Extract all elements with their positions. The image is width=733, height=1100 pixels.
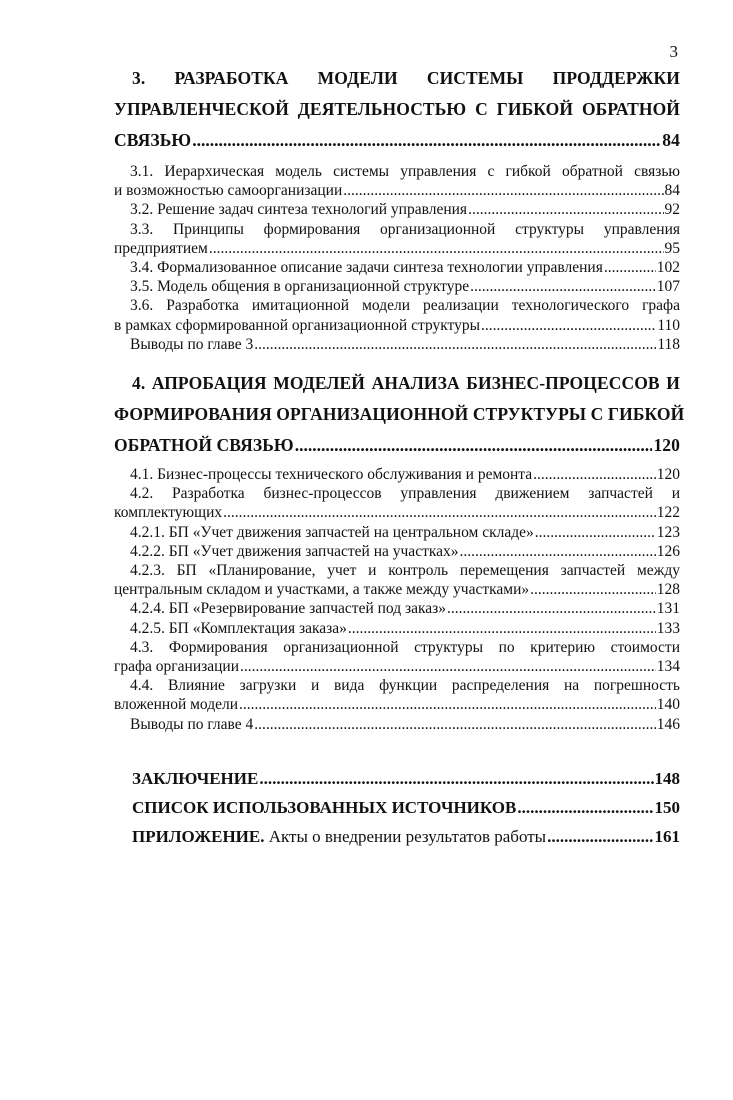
- toc-entry-page: 110: [657, 316, 680, 334]
- toc-entry-4-2-3[interactable]: [114, 561, 680, 599]
- references-page: 150: [654, 797, 680, 817]
- toc-entry-text: 4.2.2. БП «Учет движения запчастей на участках»: [130, 542, 459, 560]
- toc-entry-text: 3.4. Формализованное описание задачи синтеза технологии управления: [130, 259, 603, 277]
- toc-entry-4-2[interactable]: [114, 484, 680, 522]
- toc-entry-text: предприятием: [114, 239, 208, 257]
- toc-entry-4-2-4[interactable]: [114, 599, 680, 618]
- toc-entry-text: 3.2. Решение задач синтеза технологий управления: [130, 201, 468, 219]
- dot-leader: [604, 258, 656, 277]
- chapter-4-heading[interactable]: [114, 368, 685, 461]
- dot-leader: [547, 822, 653, 851]
- chapter-3-title-line-2: УПРАВЛЕНЧЕСКОЙ ДЕЯТЕЛЬНОСТЬЮ С ГИБКОЙ ОБРАТНОЙ: [114, 99, 680, 119]
- dot-leader: [223, 503, 656, 522]
- toc-entry-page: 146: [656, 715, 680, 733]
- toc-entry-text: 4.2.1. БП «Учет движения запчастей на центральном складе»: [130, 523, 534, 541]
- toc-entry-page: 131: [656, 600, 680, 618]
- references-label: СПИСОК ИСПОЛЬЗОВАННЫХ ИСТОЧНИКОВ: [132, 797, 517, 817]
- toc-entry-text: 4.1. Бизнес-процессы технического обслуживания и ремонта: [130, 466, 533, 484]
- toc-references[interactable]: [132, 793, 680, 822]
- toc-entry-text: 3.6. Разработка имитационной модели реализации технологического графа: [130, 297, 680, 315]
- toc-entry-text: 4.2.5. БП «Комплектация заказа»: [130, 619, 347, 637]
- toc-entry-page: 122: [656, 504, 680, 522]
- dot-leader: [530, 580, 656, 599]
- toc-entry-text: в рамках сформированной организационной структуры: [114, 316, 481, 334]
- appendix-page: 161: [654, 826, 680, 846]
- toc-entry-4-2-1[interactable]: [114, 523, 680, 542]
- toc-entry-text: графа организации: [114, 658, 239, 676]
- conclusion-page: 148: [654, 768, 680, 788]
- chapter-3-heading[interactable]: [114, 63, 680, 156]
- toc-entry-page: 84: [664, 182, 680, 200]
- toc-entry-3-3[interactable]: [114, 220, 680, 258]
- toc-entry-page: 140: [656, 696, 680, 714]
- dot-leader: [239, 695, 656, 714]
- toc-entry-text: вложенной модели: [114, 696, 239, 714]
- toc-entry-text: 4.4. Влияние загрузки и вида функции распределения на погрешность: [130, 677, 680, 695]
- toc-entry-page: 118: [657, 335, 680, 353]
- dot-leader: [192, 125, 661, 156]
- appendix-label: ПРИЛОЖЕНИЕ.: [132, 826, 265, 846]
- chapter-4-title-line-1: 4. АПРОБАЦИЯ МОДЕЛЕЙ АНАЛИЗА БИЗНЕС-ПРОЦЕССОВ И: [132, 373, 680, 394]
- toc-entry-page: 123: [656, 523, 680, 541]
- toc-entry-3-5[interactable]: [114, 277, 680, 296]
- dot-leader: [254, 715, 655, 734]
- toc-conclusion[interactable]: [132, 764, 680, 793]
- dot-leader: [460, 542, 656, 561]
- toc-entry-page: 107: [656, 278, 680, 296]
- toc-entry-text: Выводы по главе 4: [130, 715, 254, 733]
- chapter-4-page: 120: [653, 435, 680, 456]
- toc-entry-text: 3.5. Модель общения в организационной структуре: [130, 278, 470, 296]
- dot-leader: [254, 335, 656, 354]
- dot-leader: [533, 465, 656, 484]
- toc-entry-page: 134: [656, 658, 680, 676]
- toc-entry-page: 120: [656, 466, 680, 484]
- toc-entry-text: 4.2.3. БП «Планирование, учет и контроль перемещения запчастей между: [130, 562, 680, 580]
- toc-entry-page: 128: [656, 581, 680, 599]
- dot-leader: [295, 430, 653, 461]
- dot-leader: [348, 619, 656, 638]
- dot-leader: [240, 657, 656, 676]
- toc-entry-4-2-2[interactable]: [114, 542, 680, 561]
- toc-entry-text: 4.2.4. БП «Резервирование запчастей под заказ»: [130, 600, 447, 618]
- toc-entry-3-4[interactable]: [114, 258, 680, 277]
- toc-entry-page: 92: [664, 201, 680, 219]
- dot-leader: [447, 599, 656, 618]
- toc-appendix[interactable]: [132, 822, 680, 851]
- toc-entry-text: и возможностью самоорганизации: [114, 182, 343, 200]
- toc-entry-4-conclusions[interactable]: [114, 715, 680, 734]
- chapter-3-title-line-1: 3. РАЗРАБОТКА МОДЕЛИ СИСТЕМЫ ПРОДДЕРЖКИ: [132, 68, 680, 88]
- toc-entry-page: 133: [656, 619, 680, 637]
- toc-entry-4-1[interactable]: [114, 465, 680, 484]
- toc-entry-3-2[interactable]: [114, 200, 680, 219]
- toc-entry-page: 95: [664, 239, 680, 257]
- toc-entry-3-1[interactable]: [114, 162, 680, 200]
- dot-leader: [209, 239, 664, 258]
- toc-entry-text: комплектующих: [114, 504, 223, 522]
- page-number: 3: [669, 42, 678, 61]
- dot-leader: [343, 181, 663, 200]
- appendix-text: Акты о внедрении результатов работы: [268, 826, 547, 846]
- toc-entry-4-2-5[interactable]: [114, 619, 680, 638]
- toc-entry-text: 4.2. Разработка бизнес-процессов управления движением запчастей и: [130, 485, 680, 503]
- dot-leader: [470, 277, 656, 296]
- toc-entry-4-4[interactable]: [114, 676, 680, 714]
- toc-entry-text: 3.3. Принципы формирования организационной структуры управления: [130, 220, 680, 238]
- toc-entry-text: 3.1. Иерархическая модель системы управления с гибкой обратной связью: [130, 163, 680, 180]
- toc-entry-3-6[interactable]: [114, 296, 680, 334]
- toc-entry-text: центральным складом и участками, а также между участками»: [114, 581, 530, 599]
- toc-entry-text: 4.3. Формирования организационной структуры по критерию стоимости: [130, 638, 680, 656]
- final-sections: [114, 764, 680, 851]
- dot-leader: [481, 316, 656, 335]
- toc-entry-page: 126: [656, 542, 680, 560]
- dot-leader: [259, 764, 653, 793]
- chapter-3-page: 84: [662, 130, 680, 150]
- chapter-4-title-line-2: ФОРМИРОВАНИЯ ОРГАНИЗАЦИОННОЙ СТРУКТУРЫ С ГИБКОЙ: [114, 404, 685, 425]
- table-of-contents: [114, 63, 685, 851]
- chapter-4-title-line-3: ОБРАТНОЙ СВЯЗЬЮ: [114, 435, 294, 456]
- dot-leader: [468, 200, 663, 219]
- chapter-3-title-line-3: СВЯЗЬЮ: [114, 130, 192, 150]
- toc-entry-page: 102: [656, 259, 680, 277]
- toc-entry-3-conclusions[interactable]: [114, 335, 680, 354]
- toc-entry-4-3[interactable]: [114, 638, 680, 676]
- toc-entry-text: Выводы по главе 3: [130, 335, 254, 353]
- conclusion-label: ЗАКЛЮЧЕНИЕ: [132, 768, 259, 788]
- dot-leader: [517, 793, 653, 822]
- dot-leader: [535, 523, 656, 542]
